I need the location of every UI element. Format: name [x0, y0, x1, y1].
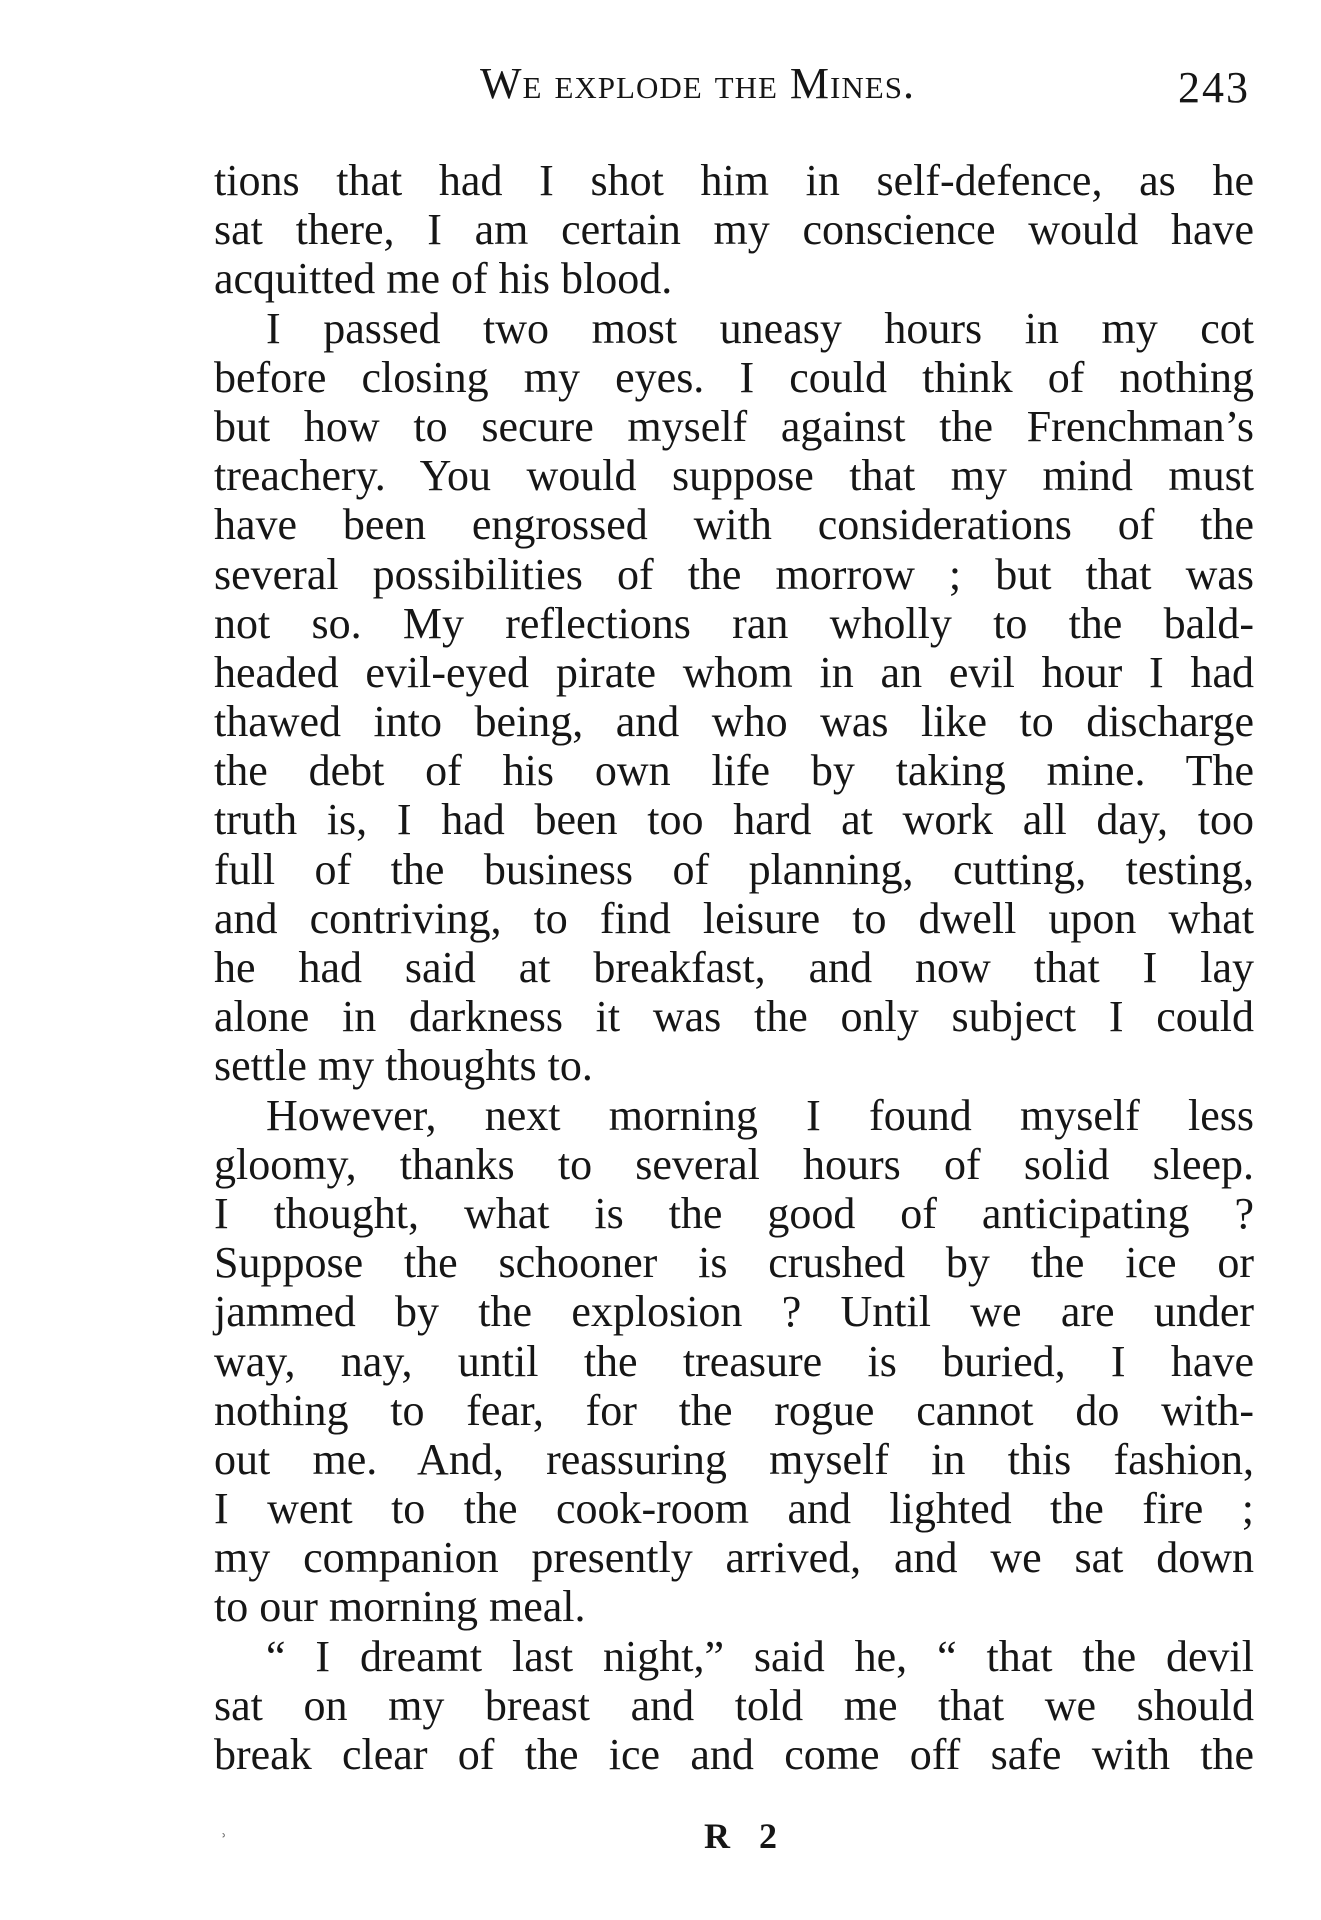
text-line: truth is, I had been too hard at work all day, too	[214, 795, 1254, 845]
text-line: the debt of his own life by taking mine. The	[214, 746, 1254, 796]
text-line: to our morning meal.	[214, 1582, 586, 1632]
text-line: “ I dreamt last night,” said he, “ that the devil	[266, 1631, 1254, 1681]
text-line: several possibilities of the morrow ; but that was	[214, 549, 1254, 599]
text-line: but how to secure myself against the Frenchman’s	[214, 401, 1254, 451]
text-line: he had said at breakfast, and now that I lay	[214, 943, 1254, 992]
text-line: my companion presently arrived, and we sat down	[214, 1533, 1254, 1583]
text-line: alone in darkness it was the only subject I could	[214, 992, 1254, 1042]
signature-mark-row	[214, 1815, 1254, 1865]
text-line: However, next morning I found myself less	[266, 1090, 1254, 1140]
body-text	[214, 156, 1254, 1779]
text-line: sat there, I am certain my conscience would have	[214, 205, 1254, 255]
text-line: out me. And, reassuring myself in this fashion,	[214, 1434, 1254, 1484]
text-line: gloomy, thanks to several hours of solid sleep.	[214, 1139, 1254, 1189]
text-line: and contriving, to find leisure to dwell upon what	[214, 893, 1254, 943]
text-line: tions that had I shot him in self-defence, as he	[214, 156, 1254, 205]
text-line: way, nay, until the treasure is buried, I have	[214, 1336, 1254, 1386]
text-line: not so. My reflections ran wholly to the bald-	[214, 598, 1254, 648]
text-line: full of the business of planning, cutting, testing,	[214, 844, 1254, 894]
text-line: thawed into being, and who was like to discharge	[214, 697, 1254, 747]
chapter-running-title: We explode the Mines.	[480, 59, 915, 108]
text-line: headed evil-eyed pirate whom in an evil hour I had	[214, 647, 1254, 697]
text-line: sat on my breast and told me that we should	[214, 1680, 1254, 1730]
text-line: I passed two most uneasy hours in my cot	[266, 303, 1254, 353]
text-line: have been engrossed with considerations of the	[214, 500, 1254, 550]
text-line: break clear of the ice and come off safe with the	[214, 1730, 1254, 1779]
text-line: before closing my eyes. I could think of nothing	[214, 352, 1254, 402]
text-line: settle my thoughts to.	[214, 1041, 593, 1091]
text-line: I went to the cook-room and lighted the fire ;	[214, 1484, 1254, 1534]
running-header	[214, 58, 1254, 118]
text-line: acquitted me of his blood.	[214, 254, 673, 304]
text-line: jammed by the explosion ? Until we are under	[214, 1287, 1254, 1337]
text-line: I thought, what is the good of anticipating ?	[214, 1188, 1254, 1238]
page-number: 243	[1178, 63, 1250, 112]
text-line: Suppose the schooner is crushed by the ice or	[214, 1238, 1254, 1288]
text-line: nothing to fear, for the rogue cannot do with-	[214, 1385, 1254, 1435]
signature-mark: R 2	[704, 1816, 787, 1856]
text-line: treachery. You would suppose that my mind must	[214, 451, 1254, 501]
printer-mark: ʾ	[220, 1829, 228, 1854]
